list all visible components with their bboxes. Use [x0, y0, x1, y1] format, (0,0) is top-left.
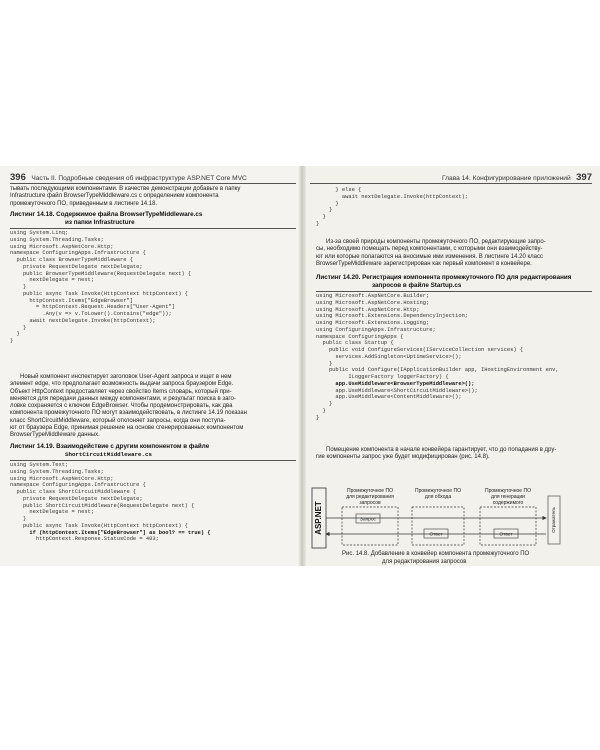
- right-running-title: Глава 14. Конфигурирование приложений: [441, 175, 571, 182]
- code-line: using Microsoft.Extensions.DependencyInjection;: [316, 313, 469, 320]
- code-line: }: [10, 338, 14, 344]
- code-line: }: [316, 214, 326, 220]
- left-intro-paragraph: [10, 186, 240, 208]
- caption-line: ShortCircuitMiddleware.cs: [65, 450, 152, 458]
- code-line: }: [316, 414, 320, 421]
- code-line: public async Task Invoke(HttpContext httpContext) {: [10, 522, 188, 529]
- asp-net-label: ASP.NET: [314, 501, 324, 535]
- left-running-title: Часть II. Подробные сведения об инфраструктуре ASP.NET Core MVC: [31, 175, 247, 182]
- request-editing-middleware-box: [342, 507, 398, 545]
- reflector-label: Отражатель: [551, 507, 557, 533]
- col1-label-line: для редактирования: [346, 494, 394, 500]
- text-line: BrowserTypeMiddleware данных.: [10, 432, 100, 439]
- code-line: public class Startup {: [316, 340, 394, 347]
- caption-line: для редактирования запросов: [382, 558, 467, 565]
- code-line: public ShortCircuitMiddleware(RequestDelegate next) {: [10, 502, 195, 509]
- code-line: }: [10, 324, 27, 331]
- code-line: using System.Text;: [10, 462, 69, 468]
- request-label: Запрос: [360, 517, 376, 523]
- text-line: промежуточного ПО, приведенным в листинге 14.18.: [10, 200, 158, 207]
- text-line: ют или которые полагаются на вносимые ими изменения. В листинге 14.20 класс: [316, 253, 543, 260]
- text-line: BrowserTypeMiddleware зарегистрирован как первый компонент в конвейере.: [316, 260, 532, 267]
- content-middleware-box: [480, 507, 536, 545]
- code-line: using ConfiguringApps.Infrastructure;: [316, 326, 436, 333]
- left-body-paragraph: [10, 374, 247, 440]
- response-label-2: Ответ: [499, 532, 513, 538]
- code-line: using System.Linq;: [10, 230, 69, 236]
- listing-rule: [10, 460, 296, 461]
- caption-line: Листинг 14.18. Содержимое файла BrowserTypeMiddleware.cs: [10, 211, 203, 218]
- code-line: nextDelegate = next;: [10, 277, 95, 284]
- left-page: [0, 166, 302, 566]
- text-line: Infrastructure файл BrowserTypeMiddleware.cs с определением компонента: [10, 193, 219, 200]
- listing-14-19-caption: [10, 443, 209, 458]
- code-line: httpContext.Items["EdgeBrowser"]: [10, 297, 133, 304]
- code-line: }: [316, 220, 320, 227]
- text-line: гие компоненты запрос уже будет модифицирован (рис. 14.8).: [316, 454, 490, 461]
- caption-line: запросов в файле Startup.cs: [372, 281, 462, 289]
- text-line: Помещение компонента в начале конвейера гарантирует, что до попадания в дру-: [326, 447, 557, 453]
- col3-label-line: для генерации: [491, 494, 525, 500]
- code-line: using Microsoft.AspNetCore.Hosting;: [316, 299, 430, 306]
- text-line: ют от браузера Edge, принимая решение на основе сгенерированных компонентом: [10, 425, 244, 432]
- code-line: using Microsoft.Extensions.Logging;: [316, 320, 430, 326]
- text-line: Из-за своей природы компоненты промежуточного ПО, редактирующие запро-: [326, 239, 546, 245]
- text-line: ловке сохраняется с ключом EdgeBrowser. Чтобы продемонстрировать, как два: [10, 403, 233, 410]
- code-line: nextDelegate = next;: [10, 509, 95, 516]
- caption-line: из папки Infrastructure: [65, 218, 135, 226]
- text-line: Новый компонент инспектирует заголовок User-Agent запроса и ищет в нем: [20, 374, 232, 380]
- code-line: app.UseMiddleware<ShortCircuitMiddleware>();: [316, 387, 478, 394]
- listing-14-19-code: [10, 462, 211, 543]
- right-page: [302, 166, 600, 566]
- listing-14-18-caption: [10, 211, 202, 226]
- caption-line: Листинг 14.20. Регистрация компонента промежуточного ПО для редактирования: [316, 274, 572, 281]
- code-line: }: [316, 401, 333, 407]
- code-line: public void Configure(IApplicationBuilder app, IHostingEnvironment env,: [316, 367, 559, 374]
- code-line: namespace ConfiguringApps.Infrastructure {: [10, 250, 146, 257]
- code-line: using Microsoft.AspNetCore.Http;: [10, 475, 114, 482]
- code-line: }: [10, 516, 27, 522]
- code-line: using System.Threading.Tasks;: [10, 236, 104, 243]
- code-line: app.UseMiddleware<BrowserTypeMiddleware>();: [316, 380, 475, 387]
- left-running-head: [10, 172, 247, 183]
- code-line: httpContext.Response.StatusCode = 403;: [10, 536, 159, 543]
- code-line: }: [10, 284, 27, 290]
- code-line: namespace ConfiguringApps {: [316, 333, 404, 340]
- code-line: = httpContext.Request.Headers["User-Agent"]: [10, 304, 175, 311]
- code-line: private RequestDelegate nextDelegate;: [10, 495, 143, 502]
- code-line: }: [316, 207, 333, 214]
- code-line: using Microsoft.AspNetCore.Builder;: [316, 293, 430, 299]
- caption-line: Рис. 14.8. Добавление в конвейер компонента промежуточного ПО: [342, 551, 530, 557]
- text-line: меняется для передачи данных между компонентами, и результат поиска в заго-: [10, 395, 236, 402]
- col2-label-line: для обхода: [424, 494, 452, 500]
- code-line: private RequestDelegate nextDelegate;: [10, 263, 143, 270]
- col2-label-line: Промежуточное ПО: [415, 488, 461, 494]
- code-line: app.UseMiddleware<ContentMiddleware>();: [316, 394, 462, 401]
- code-line: await nextDelegate.Invoke(httpContext);: [316, 193, 469, 200]
- text-line: компонента промежуточного ПО могут взаимодействовать, в листинге 14.19 показан: [10, 410, 247, 417]
- bypass-middleware-box: [412, 507, 464, 545]
- col1-label-line: запросов: [359, 500, 381, 506]
- text-line: сы, необходимо помещать перед компонентами, с которыми они взаимодейству-: [316, 246, 543, 253]
- figure-14-8-diagram: [302, 166, 600, 566]
- code-line: public async Task Invoke(HttpContext httpContext) {: [10, 290, 188, 297]
- response-label-1: Ответ: [429, 532, 443, 538]
- code-line: services.AddSingleton<UptimeService>();: [316, 353, 462, 360]
- listing-14-18-code: [10, 230, 191, 345]
- text-line: элемент edge, что предполагает возможность выдачи запроса браузером Edge.: [10, 381, 234, 388]
- listing-rule: [10, 228, 296, 229]
- text-line: тывать последующими компонентами. В качестве демонстрации добавьте в папку: [10, 186, 241, 192]
- code-line: using Microsoft.AspNetCore.Http;: [10, 243, 114, 250]
- code-line: }: [316, 200, 339, 207]
- book-spine-shadow: [298, 166, 306, 566]
- code-line: public BrowserTypeMiddleware(RequestDelegate next) {: [10, 270, 192, 277]
- col3-label-line: содержимого: [492, 500, 524, 506]
- code-line: }: [316, 360, 333, 367]
- code-line: using Microsoft.AspNetCore.Http;: [316, 306, 420, 313]
- code-line: }: [10, 331, 20, 338]
- left-header-rule: [10, 183, 296, 184]
- code-line: public void ConfigureServices(IServiceCollection services) {: [316, 347, 524, 353]
- code-line: public class BrowserTypeMiddleware {: [10, 257, 133, 263]
- code-line: } else {: [316, 187, 362, 193]
- code-line: public class ShortCircuitMiddleware {: [10, 489, 137, 495]
- left-page-number: 396: [10, 172, 26, 183]
- figure-14-8-caption: [342, 551, 529, 566]
- code-line: if (httpContext.Items["EdgeBrowser"] as bool? == true) {: [10, 529, 211, 536]
- code-line: await nextDelegate.Invoke(httpContext);: [10, 317, 156, 324]
- right-page-number: 397: [576, 172, 592, 183]
- code-line: .Any(v => v.ToLower().Contains("edge"));: [10, 311, 172, 317]
- text-line: Объект HttpContext предоставляет через свойство Items словарь, который при-: [10, 388, 232, 395]
- text-line: класс ShortCircuitMiddleware, который отклоняет запросы, когда они поступа-: [10, 417, 226, 424]
- code-line: using System.Threading.Tasks;: [10, 468, 104, 475]
- caption-line: Листинг 14.19. Взаимодействие с другим компонентом в файле: [10, 443, 210, 450]
- code-line: namespace ConfiguringApps.Infrastructure {: [10, 482, 146, 489]
- col1-label-line: Промежуточное ПО: [347, 488, 393, 494]
- col3-label-line: Промежуточное ПО: [485, 488, 531, 494]
- code-line: ILoggerFactory loggerFactory) {: [316, 374, 449, 380]
- code-line: }: [316, 407, 326, 414]
